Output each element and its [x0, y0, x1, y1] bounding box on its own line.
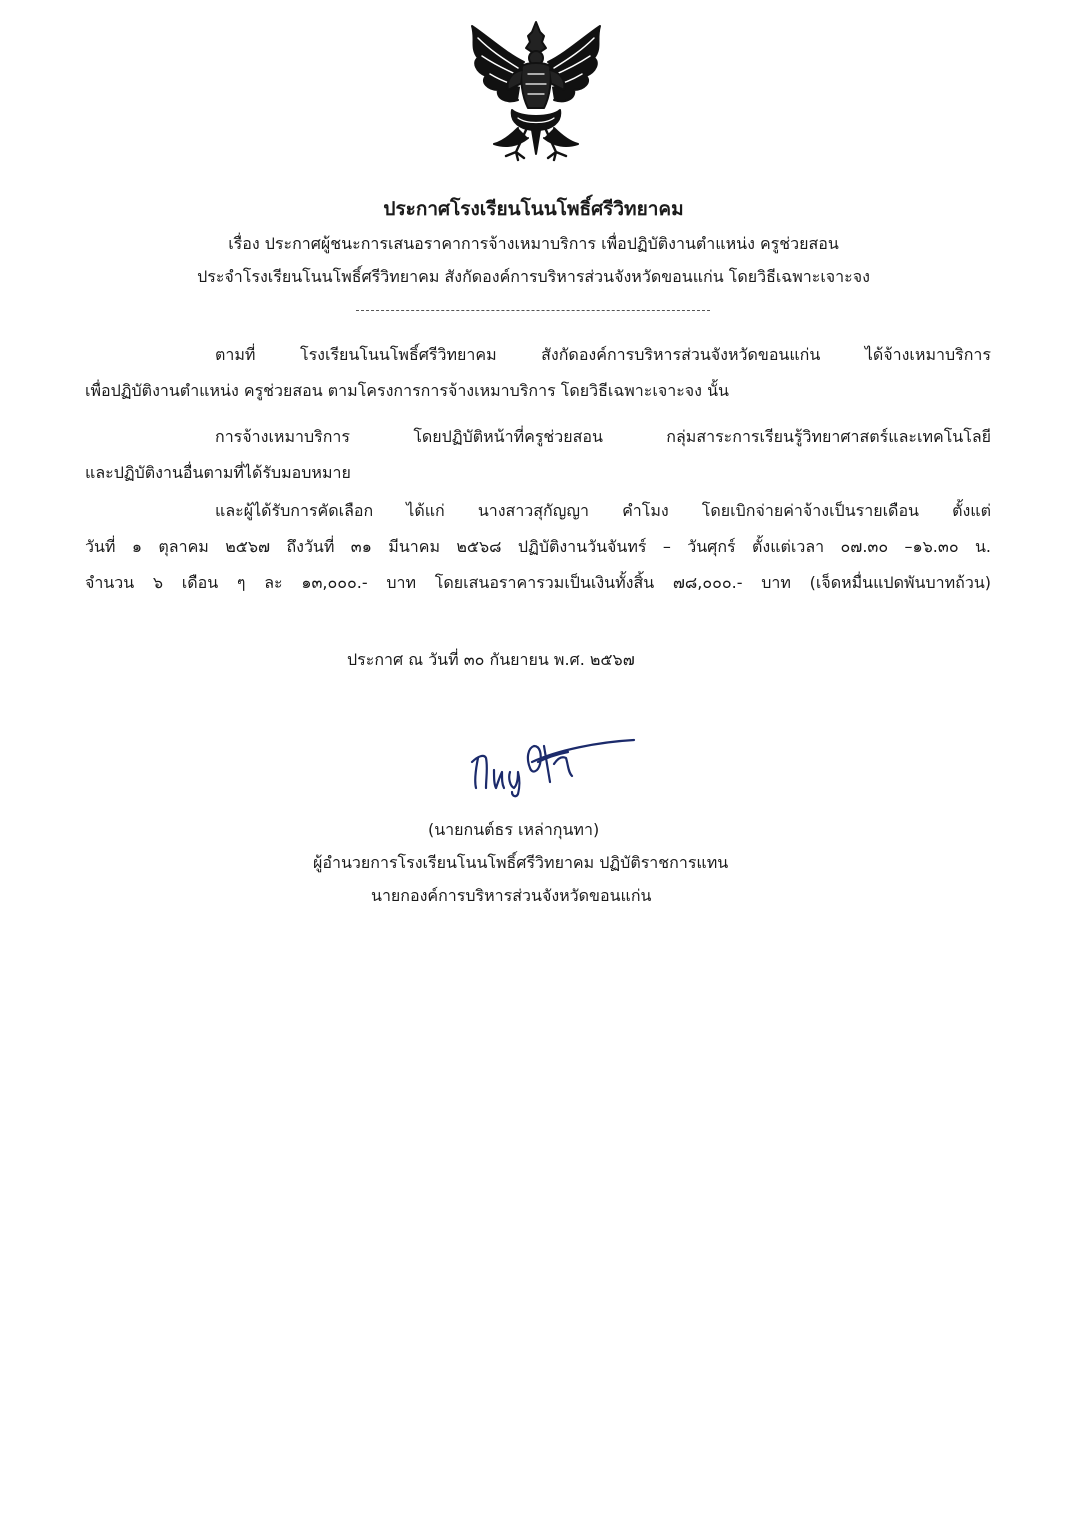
signatory-position-1: ผู้อำนวยการโรงเรียนโนนโพธิ์ศรีวิทยาคม ปฏิบัติราชการแทน — [313, 853, 729, 872]
signatory-name: (นายกนต์ธร เหล่ากุนทา) — [428, 820, 600, 839]
paragraph-3-line-2: วันที่ ๑ ตุลาคม ๒๕๖๗ ถึงวันที่ ๓๑ มีนาคม ๒๕๖๘ ปฏิบัติงานวันจันทร์ – วันศุกร์ ตั้งแต่เวลา ๐๗.๓๐ –๑๖.๓๐ น. — [85, 537, 991, 556]
document-title: ประกาศโรงเรียนโนนโพธิ์ศรีวิทยาคม — [383, 198, 684, 220]
announcement-date: ประกาศ ณ วันที่ ๓๐ กันยายน พ.ศ. ๒๕๖๗ — [347, 650, 635, 669]
paragraph-1-line-2: เพื่อปฏิบัติงานตำแหน่ง ครูช่วยสอน ตามโครงการการจ้างเหมาบริการ โดยวิธีเฉพาะเจาะจง นั้น — [85, 381, 729, 400]
paragraph-2-line-1: การจ้างเหมาบริการ โดยปฏิบัติหน้าที่ครูช่วยสอน กลุ่มสาระการเรียนรู้วิทยาศาสตร์และเทคโนโลยี — [215, 427, 991, 446]
paragraph-3-line-1: และผู้ได้รับการคัดเลือก ได้แก่ นางสาวสุกัญญา คำโมง โดยเบิกจ่ายค่าจ้างเป็นรายเดือน ตั้งแต่ — [215, 501, 991, 520]
separator-dashes — [356, 300, 710, 311]
subject-line-1: เรื่อง ประกาศผู้ชนะการเสนอราคาการจ้างเหมาบริการ เพื่อปฏิบัติงานตำแหน่ง ครูช่วยสอน — [228, 234, 839, 253]
handwritten-signature — [468, 728, 638, 798]
garuda-emblem-icon — [462, 18, 610, 163]
signatory-position-2: นายกองค์การบริหารส่วนจังหวัดขอนแก่น — [371, 886, 652, 905]
separator-line — [356, 300, 710, 318]
subject-line-2: ประจำโรงเรียนโนนโพธิ์ศรีวิทยาคม สังกัดองค์การบริหารส่วนจังหวัดขอนแก่น โดยวิธีเฉพาะเจาะจง — [197, 267, 870, 286]
paragraph-1-line-1: ตามที่ โรงเรียนโนนโพธิ์ศรีวิทยาคม สังกัดองค์การบริหารส่วนจังหวัดขอนแก่น ได้จ้างเหมาบริการ — [215, 345, 991, 364]
paragraph-2-line-2: และปฏิบัติงานอื่นตามที่ได้รับมอบหมาย — [85, 463, 351, 482]
paragraph-3-line-3: จำนวน ๖ เดือน ๆ ละ ๑๓,๐๐๐.- บาท โดยเสนอราคารวมเป็นเงินทั้งสิ้น ๗๘,๐๐๐.- บาท (เจ็ดหมื่นแปดพันบาทถ้วน) — [85, 573, 991, 592]
